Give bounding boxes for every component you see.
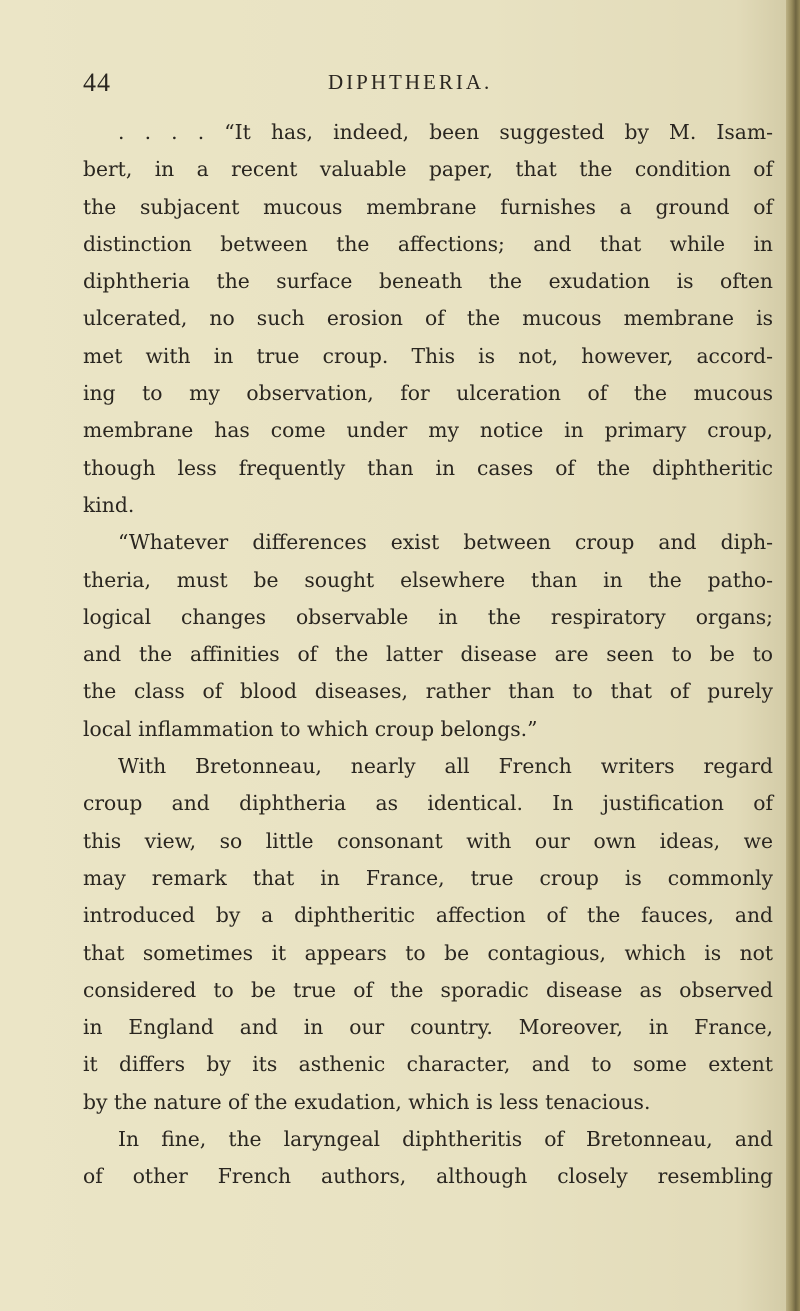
text-line: With Bretonneau, nearly all French writers regard — [118, 754, 773, 779]
text-line: in England and in our country. Moreover, in France, — [83, 1015, 773, 1040]
text-line: considered to be true of the sporadic disease as observed — [83, 977, 773, 1002]
text-line: that sometimes it appears to be contagious, which is not — [83, 940, 773, 965]
text-line: the class of blood diseases, rather than to that of purely — [83, 679, 773, 704]
text-line: logical changes observable in the respiratory organs; — [83, 604, 773, 629]
text-line: In fine, the laryngeal diphtheritis of Bretonneau, and — [118, 1127, 773, 1152]
page-edge-shadow — [786, 0, 800, 1311]
text-line: theria, must be sought elsewhere than in the patho- — [83, 567, 773, 592]
text-line: kind. — [83, 492, 135, 517]
text-line: may remark that in France, true croup is commonly — [83, 865, 773, 890]
text-line: this view, so little consonant with our own ideas, we — [83, 828, 773, 853]
text-line: of other French authors, although closely resembling — [83, 1164, 773, 1189]
text-line: diphtheria the surface beneath the exudation is often — [83, 269, 773, 294]
text-line: local inflammation to which croup belongs.” — [83, 716, 538, 741]
page-number: 44 — [83, 68, 111, 97]
page-header — [83, 62, 773, 102]
text-line: “Whatever differences exist between croup and diph- — [118, 530, 773, 555]
text-line: and the affinities of the latter disease are seen to be to — [83, 642, 773, 667]
text-line: croup and diphtheria as identical. In justification of — [83, 791, 773, 816]
text-line: it differs by its asthenic character, and to some extent — [83, 1052, 773, 1077]
text-line: bert, in a recent valuable paper, that the condition of — [83, 157, 773, 182]
text-line: distinction between the affections; and that while in — [83, 231, 773, 256]
running-head: DIPHTHERIA. — [328, 70, 493, 94]
text-line: met with in true croup. This is not, however, accord- — [83, 343, 773, 368]
text-line: introduced by a diphtheritic affection of the fauces, and — [83, 903, 773, 928]
text-line: ing to my observation, for ulceration of the mucous — [83, 381, 773, 406]
body-text — [83, 114, 773, 1196]
text-line: though less frequently than in cases of the diphtheritic — [83, 455, 773, 480]
text-line: the subjacent mucous membrane furnishes a ground of — [83, 194, 773, 219]
text-line: ulcerated, no such erosion of the mucous membrane is — [83, 306, 773, 331]
text-line: . . . . “It has, indeed, been suggested by M. Isam- — [118, 120, 773, 144]
text-line: membrane has come under my notice in primary croup, — [83, 418, 773, 443]
text-line: by the nature of the exudation, which is less tenacious. — [83, 1089, 651, 1114]
